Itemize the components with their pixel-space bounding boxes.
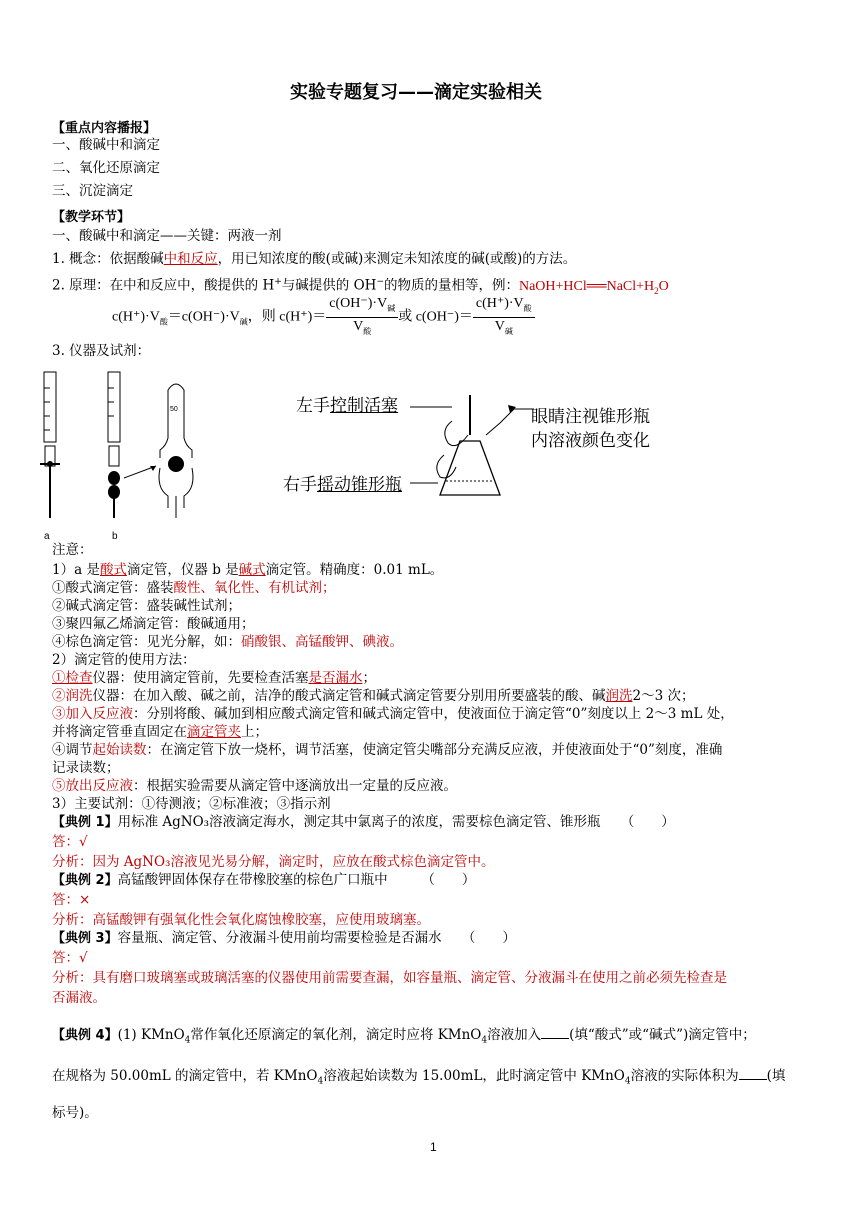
example-3-analysis: 分析：具有磨口玻璃塞或玻璃活塞的仪器使用前需要查漏，如容量瓶、滴定管、分液漏斗在使用之前必须先检查是 [52,970,727,986]
label-b: b [112,531,118,542]
example-3-analysis-cont: 否漏液。 [52,990,106,1006]
usage-step-5: ⑤放出反应液：根据实验需要从滴定管中逐滴放出一定量的反应液。 [52,778,457,794]
principle-equation: $NaOH+HCl══NaCl+H_2O$ [518,278,669,296]
caption-eyes-1: 眼睛注视锥形瓶 [531,407,650,427]
usage-step-1: ①检查仪器：使用滴定管前，先要检查活塞是否漏水； [52,670,376,686]
note-2: 2）滴定管的使用方法： [52,652,196,668]
usage-step-2: ②润洗仪器：在加入酸、碱之前，洁净的酸式滴定管和碱式滴定管要分别用所要盛装的酸、碱润洗2～3 次； [52,688,695,704]
titration-operation-icon [410,395,535,505]
example-4-line-1: 【典例 4】(1) KMnO$_4$常作氧化还原滴定的氧化剂，滴定时应将 KMnO$_4$溶液加入 (填“酸式”或“碱式”)滴定管中； [52,1027,756,1046]
key-point-item: 二、氧化还原滴定 [52,160,160,176]
answer-blank[interactable] [541,1038,569,1039]
acid-burette-icon [40,372,60,518]
usage-step-3-cont: 并将滴定管垂直固定在滴定管夹上； [52,724,268,740]
example-4-line-2: 在规格为 50.00mL 的滴定管中，若 KMnO$_4$溶液起始读数为 15.00mL，此时滴定管中 KMnO$_4$溶液的实际体积为 (填 [52,1068,786,1087]
instruments-heading: 3. 仪器及试剂： [52,343,151,359]
example-3-question: 【典例 3】容量瓶、滴定管、分液漏斗使用前均需要检验是否漏水 （ ） [52,930,516,946]
caption-right-hand: 右手摇动锥形瓶 [283,475,402,495]
key-point-item: 一、酸碱中和滴定 [52,137,160,153]
label-a: a [44,531,50,542]
section-heading: 一、酸碱中和滴定——关键：两液一剂 [52,228,282,244]
caption-eyes-2: 内溶液颜色变化 [531,431,650,451]
base-burette-icon [108,372,120,518]
usage-step-4-cont: 记录读数； [52,760,120,776]
example-2-question: 【典例 2】高锰酸钾固体保存在带橡胶塞的棕色广口瓶中 （ ） [52,872,476,888]
note-ptfe-burette: ③聚四氟乙烯滴定管：酸碱通用； [52,616,255,632]
page-number: 1 [430,1140,437,1154]
concept-highlight: 中和反应 [163,251,218,267]
note-acid-burette: ①酸式滴定管：盛装酸性、氧化性、有机试剂； [52,580,336,596]
notes-header: 注意： [52,542,93,558]
svg-text:50: 50 [170,406,178,413]
burette-figure [36,368,226,543]
usage-step-4: ④调节起始读数：在滴定管下放一烧杯，调节活塞，使滴定管尖嘴部分充满反应液，并使液面处于“0”刻度，准确 [52,742,723,758]
concept-line: 1. 概念：依据酸碱中和反应，用已知浓度的酸(或碱)来测定未知浓度的碱(或酸)的方法。 [52,251,577,267]
example-4-line-3: 标号)。 [52,1105,98,1121]
principle-line: 2. 原理：在中和反应中，酸提供的 H+与碱提供的 OH−的物质的量相等，例：$NaOH+HCl══NaCl+H_2O$ [52,277,669,296]
note-1: 1）a 是酸式滴定管，仪器 b 是碱式滴定管。精确度：0.01 mL。 [52,562,444,578]
example-1-answer: 答：√ [52,834,88,850]
key-point-item: 三、沉淀滴定 [52,183,133,199]
example-1-analysis: 分析：因为 AgNO₃溶液见光易分解，滴定时，应放在酸式棕色滴定管中。 [52,854,495,870]
example-3-answer: 答：√ [52,950,88,966]
answer-blank[interactable] [739,1079,767,1080]
note-brown-burette: ④棕色滴定管：见光分解，如：硝酸银、高锰酸钾、碘液。 [52,634,403,650]
usage-step-3: ③加入反应液：分别将酸、碱加到相应酸式滴定管和碱式滴定管中，使液面位于滴定管“0”刻度以上 2～3 mL 处， [52,706,734,722]
teaching-header: 【教学环节】 [52,210,131,225]
example-2-analysis: 分析：高锰酸钾有强氧化性会氧化腐蚀橡胶塞，应使用玻璃塞。 [52,912,430,928]
example-2-answer: 答：× [52,892,91,908]
caption-left-hand: 左手控制活塞 [296,396,398,416]
example-1-question: 【典例 1】用标准 AgNO₃溶液滴定海水，测定其中氯离子的浓度，需要棕色滴定管、锥形瓶 （ ） [52,814,675,830]
note-3: 3）主要试剂：①待测液；②标准液；③指示剂 [52,796,331,812]
page-title: 实验专题复习——滴定实验相关 [290,82,542,103]
rubber-tube-detail-icon [159,384,193,518]
key-points-header: 【重点内容播报】 [52,121,157,136]
titration-formula: $c(H^+)\cdot V_酸=c(OH^-)\cdot V_碱$，则 c(H⁺)＝ $\frac{c(OH^-)\cdot V_碱}{V_酸}$ 或 c(OH⁻)＝ $\frac{c(H^+)\cdot V_酸}{V_碱}$ [112,295,535,337]
note-base-burette: ②碱式滴定管：盛装碱性试剂； [52,598,241,614]
